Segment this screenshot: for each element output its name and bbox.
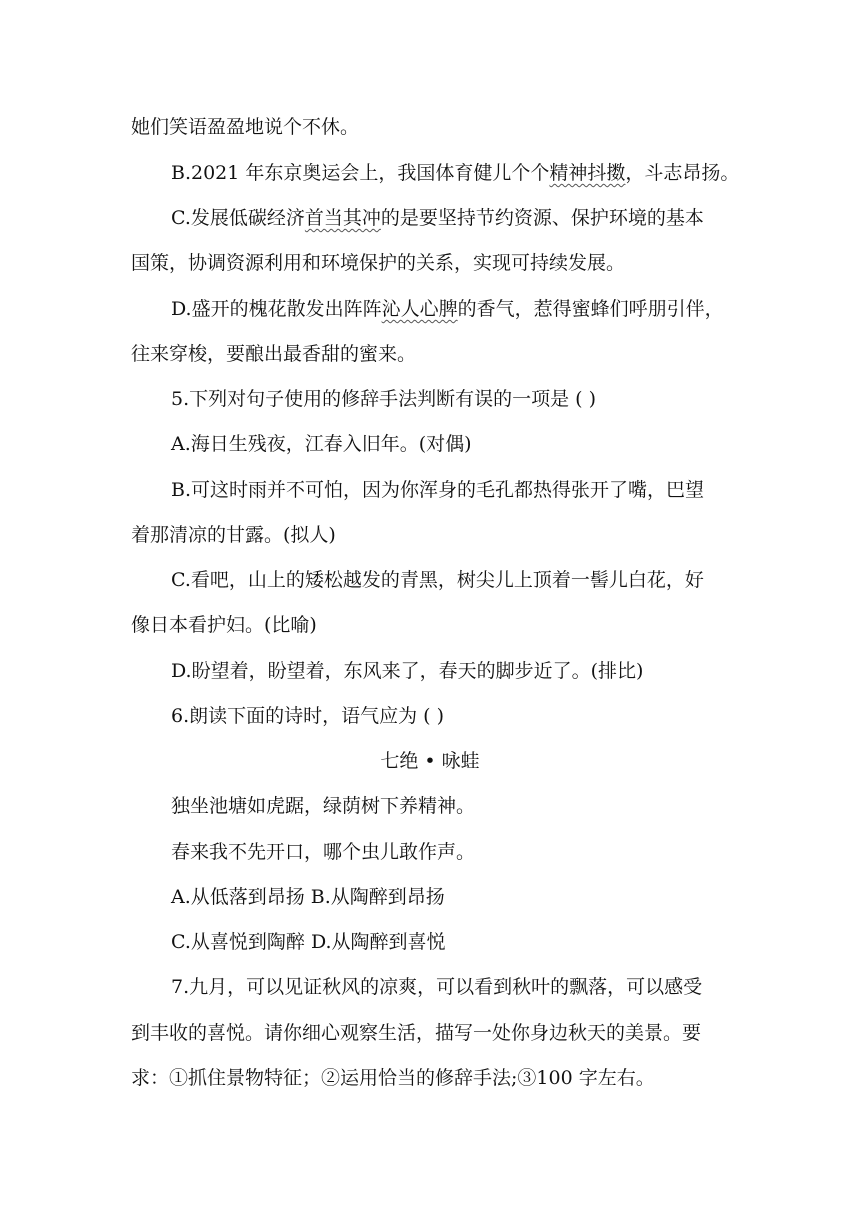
question-5-option-c	[171, 567, 781, 593]
line-text: C.从喜悦到陶醉 D.从陶醉到喜悦	[171, 931, 446, 953]
line-text: 她们笑语盈盈地说个不休。	[131, 116, 360, 138]
question-6-options-ab	[171, 884, 781, 910]
poem-title	[0, 748, 860, 774]
line-text: 的是要坚持节约资源、保护环境的基本	[380, 207, 704, 229]
text-line-continuation	[131, 612, 741, 638]
line-text: A.海日生残夜，江春入旧年。(对偶)	[171, 433, 472, 455]
text-line-continuation	[131, 114, 741, 140]
line-text: 国策，协调资源利用和环境保护的关系，实现可持续发展。	[131, 252, 626, 274]
line-text: 春来我不先开口，哪个虫儿敢作声。	[171, 841, 476, 863]
question-5-option-d	[171, 658, 781, 684]
question-5-option-a	[171, 431, 781, 457]
line-text: C.看吧，山上的矮松越发的青黑，树尖儿上顶着一髻儿白花，好	[171, 569, 704, 591]
line-text: D.盛开的槐花散发出阵阵	[171, 298, 382, 320]
text-line-continuation	[131, 522, 741, 548]
poem-line-2	[171, 839, 781, 865]
line-text: 七绝 • 咏蛙	[380, 750, 480, 772]
line-text: B.可这时雨并不可怕，因为你浑身的毛孔都热得张开了嘴，巴望	[171, 479, 705, 501]
text-line-continuation	[131, 1065, 741, 1091]
marked-idiom: 沁人心脾	[381, 298, 458, 320]
line-text: 的香气，惹得蜜蜂们呼朋引伴，	[457, 298, 724, 320]
question-6-options-cd	[171, 929, 781, 955]
poem-line-1	[171, 793, 781, 819]
line-text: ，斗志昂扬。	[625, 162, 740, 184]
line-text: 像日本看护妇。(比喻)	[131, 614, 317, 636]
line-text: 5.下列对句子使用的修辞手法判断有误的一项是 ( )	[171, 388, 597, 410]
option-b-idiom	[171, 160, 781, 186]
marked-idiom: 精神抖擞	[549, 162, 626, 184]
text-line-continuation	[131, 1020, 741, 1046]
question-5-stem	[171, 386, 781, 412]
text-line-continuation	[131, 250, 741, 276]
line-text: 往来穿梭，要酿出最香甜的蜜来。	[131, 343, 417, 365]
line-text: A.从低落到昂扬 B.从陶醉到昂扬	[171, 886, 445, 908]
question-5-option-b	[171, 477, 781, 503]
line-text: D.盼望着，盼望着，东风来了，春天的脚步近了。(排比)	[171, 660, 644, 682]
line-text: 求：①抓住景物特征；②运用恰当的修辞手法;③100 字左右。	[131, 1067, 655, 1089]
line-text: 独坐池塘如虎踞，绿荫树下养精神。	[171, 795, 476, 817]
line-text: B.2021 年东京奥运会上，我国体育健儿个个	[171, 162, 550, 184]
line-text: C.发展低碳经济	[171, 207, 305, 229]
question-7-stem	[171, 974, 781, 1000]
line-text: 7.九月，可以见证秋风的凉爽，可以看到秋叶的飘落，可以感受	[171, 976, 703, 998]
marked-idiom: 首当其冲	[304, 207, 381, 229]
question-6-stem	[171, 703, 781, 729]
line-text: 到丰收的喜悦。请你细心观察生活，描写一处你身边秋天的美景。要	[131, 1022, 702, 1044]
line-text: 着那清凉的甘露。(拟人)	[131, 524, 336, 546]
line-text: 6.朗读下面的诗时，语气应为 ( )	[171, 705, 445, 727]
text-line-continuation	[131, 341, 741, 367]
option-d-idiom	[171, 296, 781, 322]
option-c-idiom	[171, 205, 781, 231]
